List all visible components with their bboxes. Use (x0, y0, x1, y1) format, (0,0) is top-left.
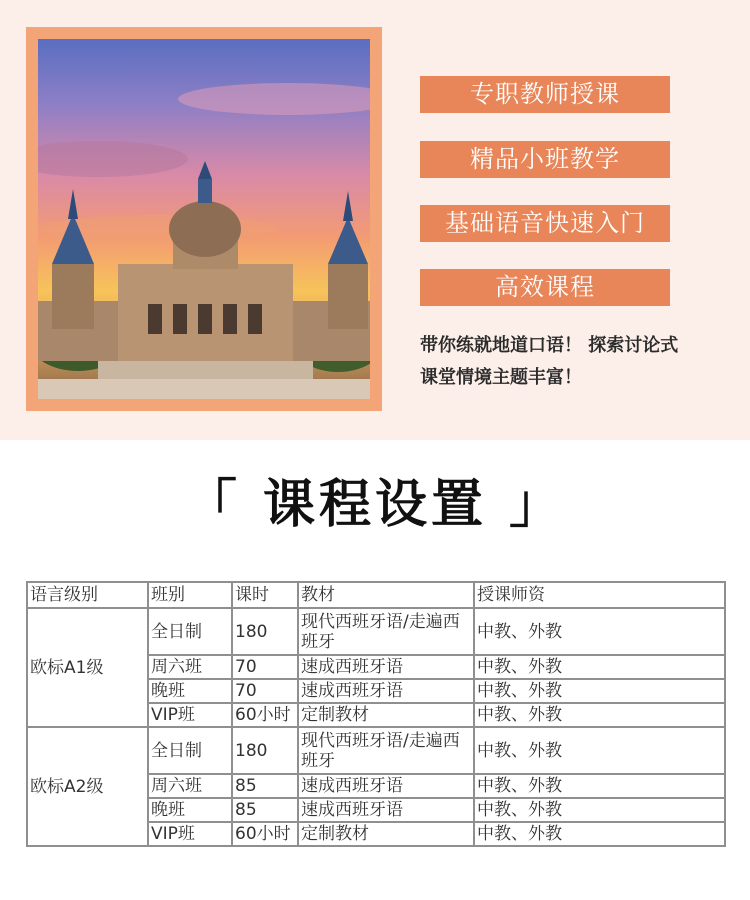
material-cell: 速成西班牙语 (298, 655, 474, 679)
class-cell: 全日制 (148, 727, 232, 774)
class-cell: 周六班 (148, 774, 232, 798)
header-class: 班别 (148, 582, 232, 608)
class-cell: 全日制 (148, 608, 232, 655)
class-cell: VIP班 (148, 822, 232, 846)
class-cell: 晚班 (148, 798, 232, 822)
material-cell: 定制教材 (298, 822, 474, 846)
teachers-cell: 中教、外教 (474, 798, 725, 822)
teachers-cell: 中教、外教 (474, 822, 725, 846)
teachers-cell: 中教、外教 (474, 679, 725, 703)
hours-cell: 85 (232, 774, 298, 798)
table-row (27, 727, 725, 774)
table-header-row (27, 582, 725, 608)
teachers-cell: 中教、外教 (474, 608, 725, 655)
slogan (420, 330, 730, 394)
teachers-cell: 中教、外教 (474, 774, 725, 798)
material-cell: 速成西班牙语 (298, 679, 474, 703)
course-table (26, 581, 726, 847)
photo-frame (26, 27, 382, 411)
material-cell: 现代西班牙语/走遍西班牙 (298, 727, 474, 774)
hours-cell: 180 (232, 727, 298, 774)
teachers-cell: 中教、外教 (474, 727, 725, 774)
material-cell: 现代西班牙语/走遍西班牙 (298, 608, 474, 655)
material-cell: 速成西班牙语 (298, 798, 474, 822)
header-teachers: 授课师资 (474, 582, 725, 608)
header-hours: 课时 (232, 582, 298, 608)
hours-cell: 180 (232, 608, 298, 655)
class-cell: 晚班 (148, 679, 232, 703)
header-material: 教材 (298, 582, 474, 608)
table-row (27, 608, 725, 655)
material-cell: 定制教材 (298, 703, 474, 727)
material-cell: 速成西班牙语 (298, 774, 474, 798)
hero-section (0, 0, 750, 440)
palace-photo (38, 39, 370, 399)
feature-tag-1: 专职教师授课 (420, 76, 670, 113)
hours-cell: 60小时 (232, 703, 298, 727)
hours-cell: 60小时 (232, 822, 298, 846)
feature-tag-3: 基础语音快速入门 (420, 205, 670, 242)
hours-cell: 70 (232, 679, 298, 703)
slogan-line-1: 带你练就地道口语！ 探索讨论式 (420, 335, 679, 356)
class-cell: VIP班 (148, 703, 232, 727)
hours-cell: 70 (232, 655, 298, 679)
level-cell: 欧标A2级 (27, 727, 148, 846)
teachers-cell: 中教、外教 (474, 703, 725, 727)
section-title: 「 课程设置 」 (184, 474, 566, 535)
feature-tag-2: 精品小班教学 (420, 141, 670, 178)
class-cell: 周六班 (148, 655, 232, 679)
header-level: 语言级别 (27, 582, 148, 608)
palace-illustration (38, 39, 370, 399)
teachers-cell: 中教、外教 (474, 655, 725, 679)
slogan-line-2: 课堂情境主题丰富！ (420, 367, 582, 388)
feature-tag-4: 高效课程 (420, 269, 670, 306)
hours-cell: 85 (232, 798, 298, 822)
level-cell: 欧标A1级 (27, 608, 148, 727)
